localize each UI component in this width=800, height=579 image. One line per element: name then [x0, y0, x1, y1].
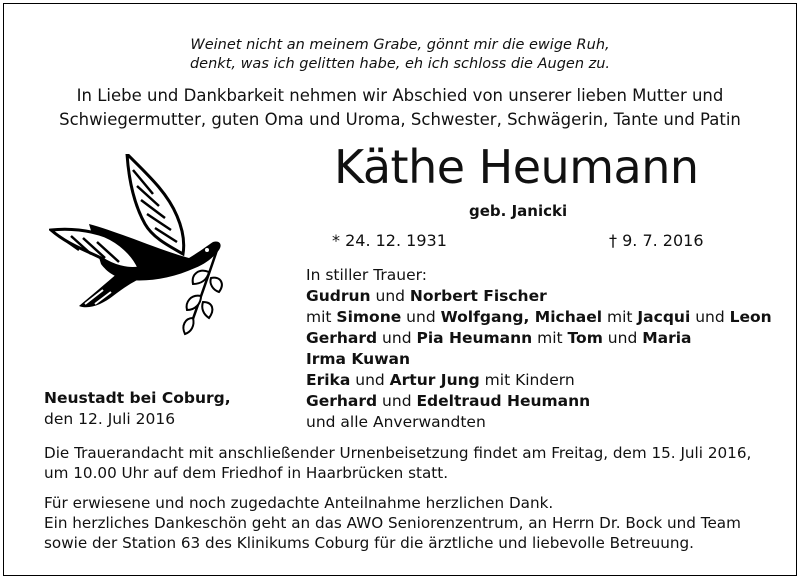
mourner-name: Artur Jung	[389, 371, 480, 389]
mourners-heading: In stiller Trauer:	[306, 266, 427, 284]
place-and-date	[44, 388, 231, 430]
connector-text: und	[370, 287, 410, 305]
mourner-name: Gerhard	[306, 329, 378, 347]
poem-line: denkt, was ich gelitten habe, eh ich schloss die Augen zu.	[189, 56, 611, 72]
mourner-line	[306, 349, 772, 370]
maiden-name: geb. Janicki	[469, 202, 568, 220]
mourner-name: Leon	[729, 308, 772, 326]
mourner-name: Edeltraud Heumann	[416, 392, 591, 410]
connector-text: mit Kindern	[479, 371, 575, 389]
death-date: † 9. 7. 2016	[609, 231, 704, 250]
thanks-line: sowie der Station 63 des Klinikums Coburg für die ärztliche und liebevolle Betreuung.	[44, 534, 694, 552]
intro-line: In Liebe und Dankbarkeit nehmen wir Abschied von unserer lieben Mutter und	[76, 86, 724, 105]
mourner-name: Norbert Fischer	[409, 287, 547, 305]
birth-date: * 24. 12. 1931	[332, 231, 447, 250]
mourner-line	[306, 286, 772, 307]
connector-text: und	[690, 308, 730, 326]
connector-text: mit	[532, 329, 568, 347]
mourner-name: Wolfgang, Michael	[440, 308, 603, 326]
connector-text: und	[377, 392, 417, 410]
mourner-line	[306, 328, 772, 349]
mourners-list	[306, 265, 772, 433]
poem-line: Weinet nicht an meinem Grabe, gönnt mir die ewige Ruh,	[190, 37, 610, 53]
thanks-line: Für erwiesene und noch zugedachte Anteilnahme herzlichen Dank.	[44, 494, 554, 512]
mourner-line	[306, 307, 772, 328]
service-line: Die Trauerandacht mit anschließender Urnenbeisetzung findet am Freitag, dem 15. Juli 2016,	[44, 444, 752, 462]
connector-text: und	[350, 371, 390, 389]
mourner-name: Simone	[336, 308, 402, 326]
service-info	[44, 443, 784, 483]
thanks-line: Ein herzliches Dankeschön geht an das AWO Seniorenzentrum, an Herrn Dr. Bock und Team	[44, 514, 741, 532]
deceased-name: Käthe Heumann	[334, 140, 699, 194]
mourner-name: Erika	[306, 371, 351, 389]
connector-text: mit	[306, 308, 337, 326]
connector-text: und	[602, 329, 643, 347]
mourner-name: Irma Kuwan	[306, 350, 411, 368]
poem	[4, 36, 796, 74]
obituary-notice	[3, 3, 797, 576]
mourner-name: Gerhard	[306, 392, 378, 410]
connector-text: und	[401, 308, 441, 326]
intro-text	[4, 84, 796, 132]
intro-line: Schwiegermutter, guten Oma und Uroma, Schwester, Schwägerin, Tante und Patin	[59, 110, 741, 129]
mourner-name: Maria	[642, 329, 692, 347]
dove-with-olive-branch-icon	[49, 154, 254, 344]
service-line: um 10.00 Uhr auf dem Friedhof in Haarbrücken statt.	[44, 464, 449, 482]
notice-date: den 12. Juli 2016	[44, 410, 176, 428]
mourner-line	[306, 370, 772, 391]
thanks-text	[44, 493, 784, 553]
mourner-name: Jacqui	[637, 308, 691, 326]
connector-text: und	[377, 329, 417, 347]
place-city: Neustadt bei Coburg,	[44, 389, 231, 407]
connector-text: mit	[602, 308, 638, 326]
mourner-name: Tom	[567, 329, 603, 347]
mourner-line: und alle Anverwandten	[306, 413, 486, 431]
mourner-line	[306, 391, 772, 412]
mourner-name: Gudrun	[306, 287, 371, 305]
mourner-name: Pia Heumann	[416, 329, 533, 347]
